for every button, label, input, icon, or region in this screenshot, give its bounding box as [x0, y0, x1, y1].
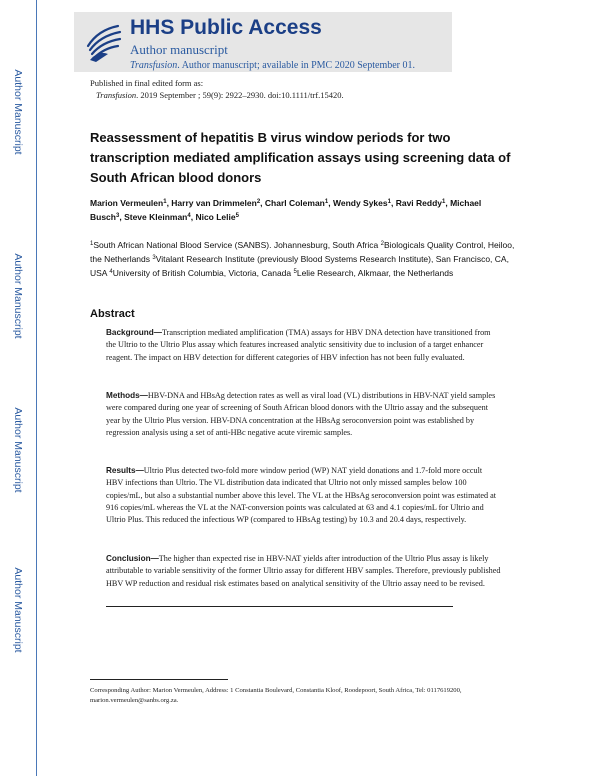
published-label: Published in final edited form as:	[90, 78, 204, 88]
pmc-availability: Transfusion. Author manuscript; available in PMC 2020 September 01.	[130, 60, 415, 71]
conclusion-underline	[106, 606, 453, 607]
journal-name: Transfusion	[130, 60, 178, 71]
hhs-eagle-icon	[82, 20, 126, 64]
citation-journal: Transfusion	[96, 90, 137, 100]
author-manuscript-label: Author Manuscript	[12, 69, 24, 155]
abstract-results: Results—Ultrio Plus detected two-fold more window period (WP) NAT yield donations and 1.7-fold more occult HBV infections than Ultrio. The VL distribution data indicated that Ultrio not only missed samples below 100 copies/mL, but also a substantial number above this level. The VL at the HBsAg seroconversion point was estimated at 916 copies/mL whereas the VL at the NAT-conversion points was calculated at 63 and 4.1 copies/mL for Ultrio and Ultrio Plus. This reduced the infectious WP (compared to HBsAg testing) by 10.3 and 20.4 days, respectively.	[106, 466, 497, 525]
hhs-header	[74, 12, 452, 72]
abstract-background: Background—Transcription mediated amplification (TMA) assays for HBV DNA detection have transitioned from the Ultrio to the Ultrio Plus assay which features increased analytic sensitivity due to inclusion of a target enhancer reagent. The impact on HBV detection for different categories of HBV infection has not been fully evaluated.	[106, 328, 491, 362]
author-manuscript-label: Author Manuscript	[12, 567, 24, 653]
footnote-rule	[90, 679, 228, 680]
author: Michael Busch$^3$	[90, 198, 482, 222]
abstract-conclusion: Conclusion—The higher than expected rise in HBV-NAT yields after introduction of the Ultrio Plus assay is likely attributable to variable sensitivity of the former Ultrio assay for different HBV samples. Therefore, previously published HBV WP reduction and residual risk estimates based on analytical sensitivity of the Ultrio assay need to be revised.	[106, 554, 501, 588]
hhs-title: HHS Public Access	[130, 16, 322, 39]
abstract-methods: Methods—HBV-DNA and HBsAg detection rates as well as viral load (VL) distributions in HBV-NAT yield samples were compared during one year of screening of South African blood donors with the Ultrio assay and the subsequent year by the Ultrio Plus version. HBV-DNA concentration at the HBsAg seroconversion point was established by regression analysis using a set of anti-HBc negative acute viremic samples.	[106, 391, 496, 437]
author: Ravi Reddy$^1$	[395, 198, 446, 208]
author: Steve Kleinman$^4$	[124, 212, 191, 222]
author-manuscript-label: Author Manuscript	[12, 407, 24, 493]
author-manuscript-label: Author Manuscript	[12, 253, 24, 339]
abstract-heading: Abstract	[90, 308, 135, 320]
corresponding-author-footnote: Corresponding Author: Marion Vermeulen, Address: 1 Constantia Boulevard, Constantia Kloof, Roodepoort, South Africa, Tel: 0117619200, marion.vermeulen@sanbs.org.za.	[90, 687, 462, 704]
author-manuscript-subtitle: Author manuscript	[130, 42, 228, 57]
author: Nico Lelie$^5$	[195, 212, 239, 222]
author: Marion Vermeulen$^1$	[90, 198, 167, 208]
citation: Transfusion. 2019 September ; 59(9): 2922–2930. doi:10.1111/trf.15420.	[96, 90, 344, 100]
margin-rule	[36, 0, 37, 776]
author: Harry van Drimmelen$^2$	[171, 198, 261, 208]
author: Charl Coleman$^1$	[264, 198, 329, 208]
author-list: Marion Vermeulen$^1$, Harry van Drimmelen$^2$, Charl Coleman$^1$, Wendy Sykes$^1$, Ravi Reddy$^1$, Michael Busch$^3$, Steve Kleinman$^4$, Nico Lelie$^5$	[90, 198, 482, 222]
author: Wendy Sykes$^1$	[332, 198, 391, 208]
affiliations: $^1$South African National Blood Service (SANBS). Johannesburg, South Africa $^2$Biologicals Quality Control, Heiloo, the Netherlands $^3$Vitalant Research Institute (previously Blood Systems Research Institute), San Francisco, CA, USA $^4$University of British Columbia, Victoria, Canada $^5$Lelie Research, Alkmaar, the Netherlands	[90, 240, 515, 278]
article-title: Reassessment of hepatitis B virus window periods for two transcription mediated amplification assays using screening data of South African blood donors	[90, 130, 511, 185]
